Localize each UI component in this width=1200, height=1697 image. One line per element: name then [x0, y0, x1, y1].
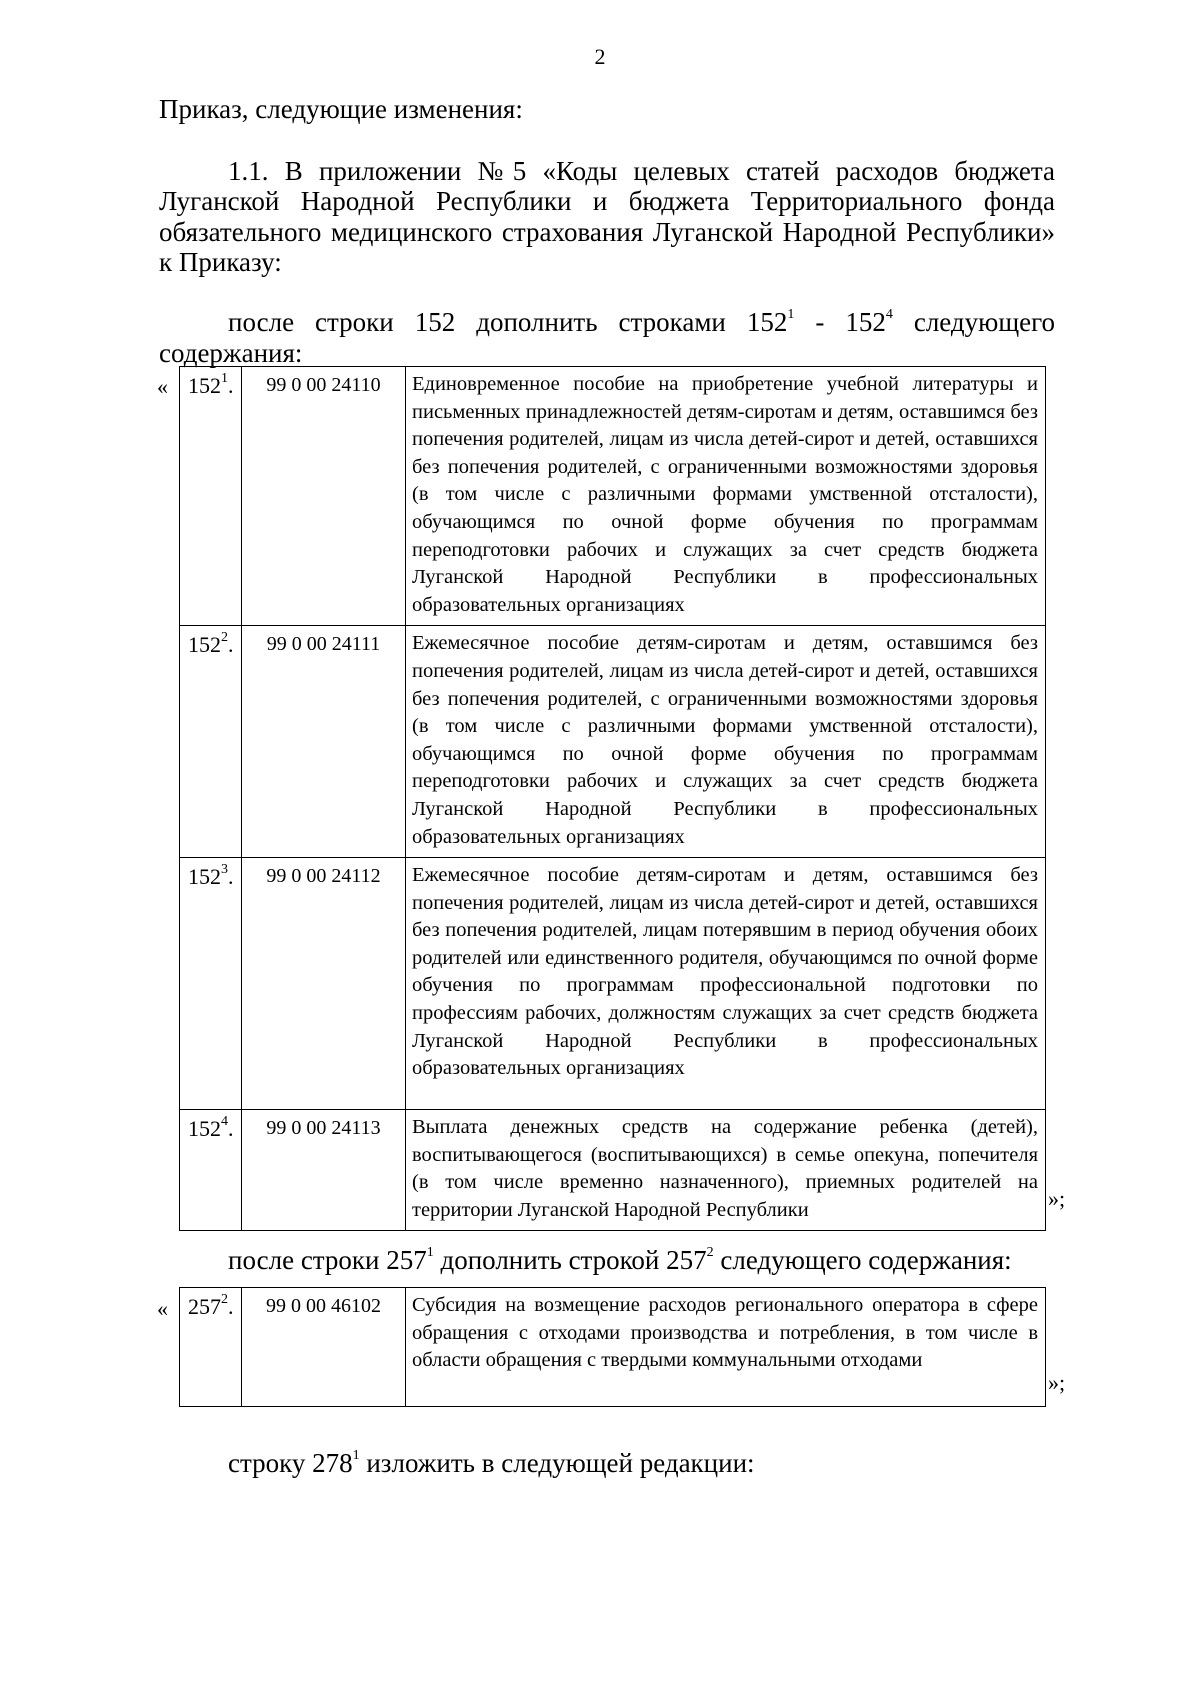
- row-code: 99 0 00 46102: [242, 1288, 406, 1407]
- intro-line: Приказ, следующие изменения:: [159, 94, 523, 124]
- section-1-intro-line-2: содержания:: [159, 338, 303, 368]
- row-description: Субсидия на возмещение расходов регионального оператора в сфере обращения с отходами производства и потребления, в том числе в области обращения с твердыми коммунальными отходами: [406, 1288, 1046, 1407]
- close-quote: »;: [1048, 1186, 1066, 1211]
- item-1-1-line-1: 1.1. В приложении №5 «Коды целевых статей расходов бюджета: [228, 156, 1055, 186]
- section-1-intro: после строки 152 дополнить строками $152^1 - 152^4$ следующего: [228, 307, 1056, 337]
- table-row: [180, 626, 1046, 858]
- row-description: Единовременное пособие на приобретение учебной литературы и письменных принадлежностей детям-сиротам и детям, оставшимся без попечения родителей, лицам из числа детей-сирот и детей, оставшихся без попечения родителей, с ограниченными возможностями здоровья (в том числе с различными формами умственной отсталости), обучающимся по очной форме обучения по программам переподготовки рабочих и служащих за счет средств бюджета Луганской Народной Республики в профессиональных образовательных организациях: [406, 367, 1046, 626]
- open-quote: «: [157, 1296, 168, 1321]
- row-description: Выплата денежных средств на содержание ребенка (детей), воспитывающегося (воспитывающихся) в семье опекуна, попечителя (в том числе временно назначенного), приемных родителей на территории Луганской Народной Республики: [406, 1110, 1046, 1231]
- codes-table-1: [179, 366, 1046, 1231]
- row-number: $152^3$.: [180, 858, 242, 1110]
- row-number: $152^1$.: [180, 367, 242, 626]
- table-row: [180, 858, 1046, 1110]
- row-number: $257^2$.: [180, 1288, 242, 1407]
- row-code: 99 0 00 24112: [242, 858, 406, 1110]
- row-code: 99 0 00 24111: [242, 626, 406, 858]
- section-2-intro: после строки $257^1$ дополнить строкой $257^2$ следующего содержания:: [228, 1245, 1012, 1275]
- section-3-intro: строку $278^1$ изложить в следующей редакции:: [228, 1448, 755, 1478]
- row-description: Ежемесячное пособие детям-сиротам и детям, оставшимся без попечения родителей, лицам из числа детей-сирот и детей, оставшихся без попечения родителей, с ограниченными возможностями здоровья (в том числе с различными формами умственной отсталости), обучающимся по очной форме обучения по программам переподготовки рабочих и служащих за счет средств бюджета Луганской Народной Республики в профессиональных образовательных организациях: [406, 626, 1046, 858]
- close-quote: »;: [1048, 1370, 1066, 1395]
- item-1-1-line-2: Луганской Народной Республики и бюджета Территориального фонда: [159, 186, 1055, 216]
- row-number: $152^4$.: [180, 1110, 242, 1231]
- row-description: Ежемесячное пособие детям-сиротам и детям, оставшимся без попечения родителей, лицам из числа детей-сирот и детей, оставшихся без попечения родителей, лицам потерявшим в период обучения обоих родителей или единственного родителя, обучающимся по очной форме обучения по программам профессиональной подготовки по профессиям рабочих, должностям служащих за счет средств бюджета Луганской Народной Республики в профессиональных образовательных организациях: [406, 858, 1046, 1110]
- page-number: 2: [594, 44, 606, 69]
- table-row: [180, 367, 1046, 626]
- codes-table-2: [179, 1287, 1046, 1407]
- row-code: 99 0 00 24110: [242, 367, 406, 626]
- item-1-1-line-3: обязательного медицинского страхования Луганской Народной Республики»: [159, 217, 1055, 247]
- open-quote: «: [157, 374, 168, 399]
- table-row: [180, 1288, 1046, 1407]
- item-1-1-line-4: к Приказу:: [159, 247, 282, 277]
- table-row: [180, 1110, 1046, 1231]
- row-number: $152^2$.: [180, 626, 242, 858]
- row-code: 99 0 00 24113: [242, 1110, 406, 1231]
